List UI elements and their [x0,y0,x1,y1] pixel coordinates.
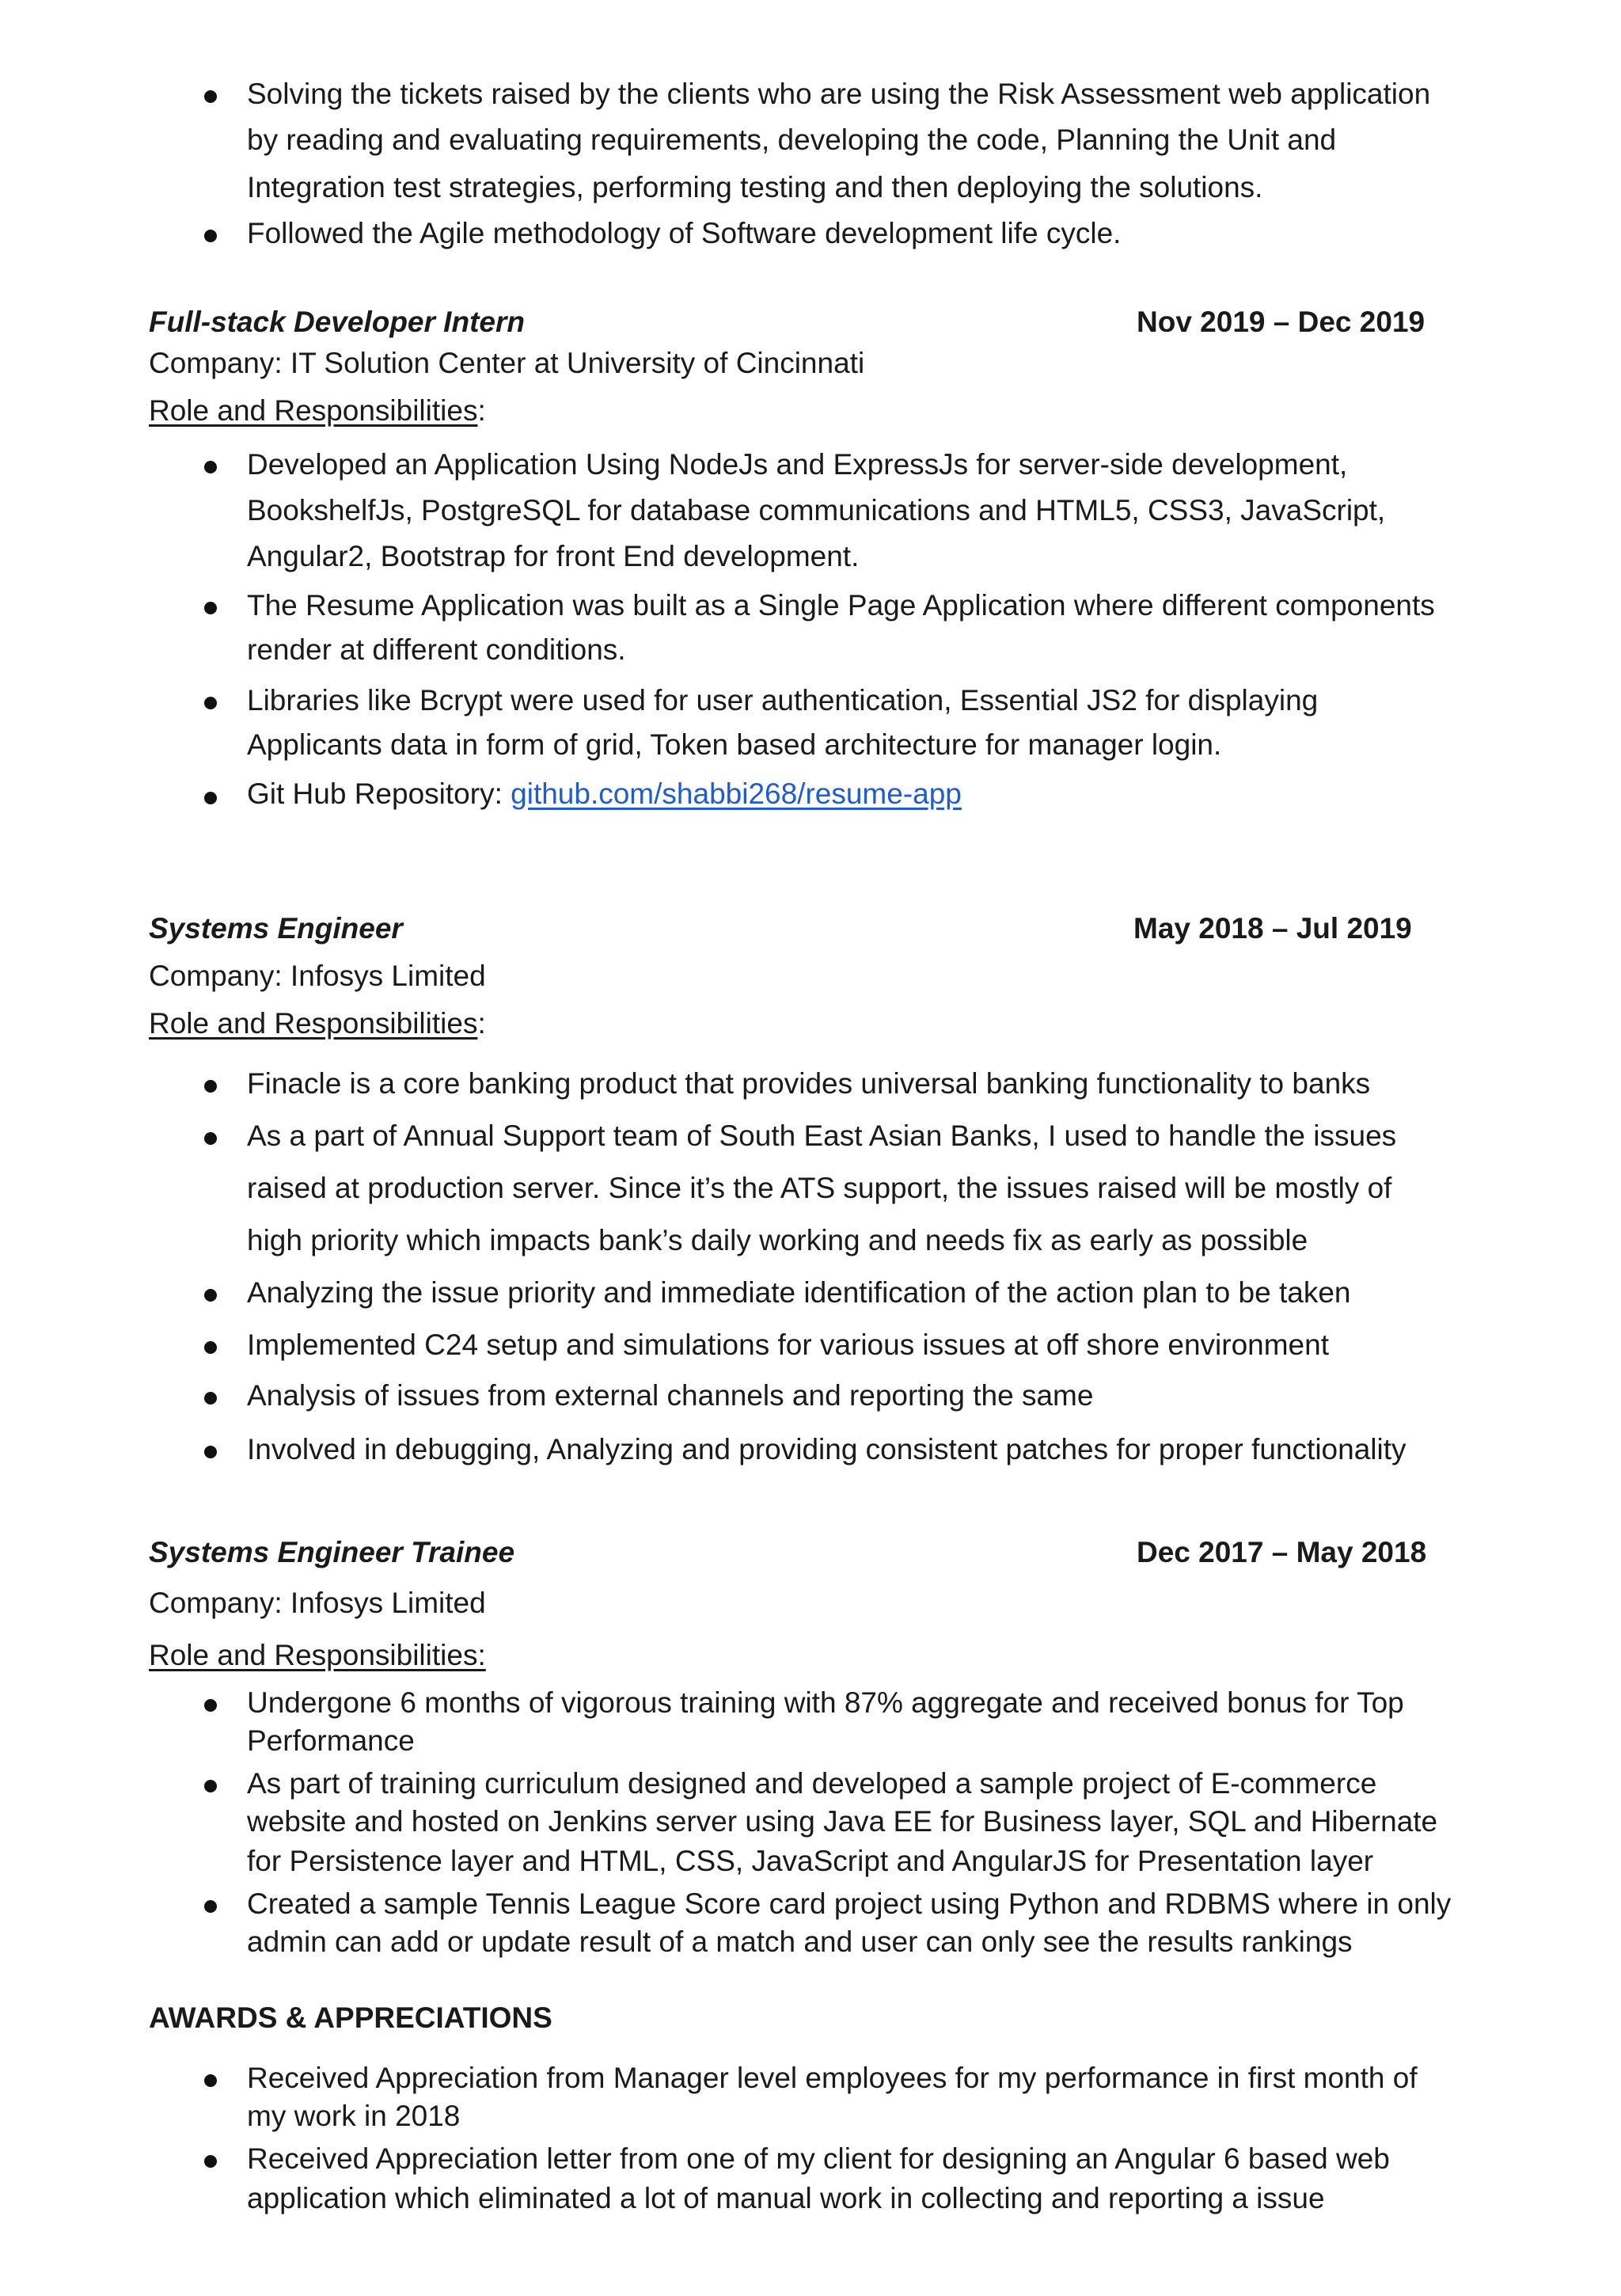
role-label: Role and Responsibilities: [149,394,486,427]
bullet-dot [204,1780,217,1792]
bullet-dot [204,792,217,804]
bullet-line: Libraries like Bcrypt were used for user authentication, Essential JS2 for displaying [247,684,1319,717]
role-label: Role and Responsibilities: [149,1639,486,1671]
bullet-dot [204,1289,217,1302]
job-dates: Nov 2019 – Dec 2019 [1137,306,1425,338]
company-line: Company: Infosys Limited [149,960,486,992]
bullet-dot [204,1699,217,1712]
bullet-line: admin can add or update result of a match and user can only see the results rankings [247,1925,1353,1958]
bullet-line: website and hosted on Jenkins server using Java EE for Business layer, SQL and Hibernate [247,1805,1438,1838]
bullet-line: Git Hub Repository: github.com/shabbi268/resume-app [247,777,962,810]
bullet-line: by reading and evaluating requirements, developing the code, Planning the Unit and [247,124,1337,156]
bullet-line: Followed the Agile methodology of Software development life cycle. [247,217,1122,249]
job-title: Systems Engineer Trainee [149,1536,515,1568]
bullet-line: As part of training curriculum designed and developed a sample project of E-commerce [247,1767,1377,1800]
awards-heading: AWARDS & APPRECIATIONS [149,2001,552,2034]
bullet-line: As a part of Annual Support team of South East Asian Banks, I used to handle the issues [247,1119,1397,1152]
bullet-dot [204,90,217,103]
bullet-dot [204,602,217,614]
bullet-line: Finacle is a core banking product that provides universal banking functionality to banks [247,1067,1371,1100]
company-line: Company: Infosys Limited [149,1587,486,1619]
bullet-line: BookshelfJs, PostgreSQL for database communications and HTML5, CSS3, JavaScript, [247,494,1386,526]
bullet-line: Involved in debugging, Analyzing and providing consistent patches for proper functionality [247,1433,1407,1465]
bullet-dot [204,1900,217,1913]
company-line: Company: IT Solution Center at University of Cincinnati [149,347,865,379]
bullet-line: The Resume Application was built as a Single Page Application where different components [247,589,1435,622]
bullet-line: for Persistence layer and HTML, CSS, JavaScript and AngularJS for Presentation layer [247,1845,1374,1877]
bullet-line: Analyzing the issue priority and immediate identification of the action plan to be taken [247,1276,1351,1309]
bullet-dot [204,2074,217,2087]
bullet-line: Analysis of issues from external channels and reporting the same [247,1379,1094,1412]
bullet-line: Developed an Application Using NodeJs and ExpressJs for server-side development, [247,448,1348,481]
job-dates: Dec 2017 – May 2018 [1137,1536,1427,1568]
bullet-dot [204,2155,217,2168]
bullet-line: Performance [247,1724,415,1757]
bullet-line: Created a sample Tennis League Score card project using Python and RDBMS where in only [247,1887,1452,1920]
bullet-line: raised at production server. Since it’s the ATS support, the issues raised will be mostly of [247,1172,1392,1204]
bullet-line: Applicants data in form of grid, Token based architecture for manager login. [247,728,1222,761]
role-label: Role and Responsibilities: [149,1007,486,1040]
bullet-dot [204,461,217,473]
bullet-line: Received Appreciation from Manager level employees for my performance in first month of [247,2062,1418,2094]
bullet-dot [204,230,217,242]
bullet-dot [204,1446,217,1458]
bullet-line: high priority which impacts bank’s daily working and needs fix as early as possible [247,1224,1308,1256]
bullet-line: my work in 2018 [247,2100,461,2132]
bullet-dot [204,697,217,709]
bullet-line: Undergone 6 months of vigorous training with 87% aggregate and received bonus for Top [247,1686,1404,1719]
bullet-line: Received Appreciation letter from one of my client for designing an Angular 6 based web [247,2142,1390,2175]
bullet-line: Implemented C24 setup and simulations for various issues at off shore environment [247,1329,1329,1361]
bullet-dot [204,1341,217,1354]
job-dates: May 2018 – Jul 2019 [1133,912,1412,945]
github-repo-link[interactable]: github.com/shabbi268/resume-app [511,777,962,810]
bullet-dot [204,1132,217,1145]
bullet-line: Integration test strategies, performing testing and then deploying the solutions. [247,171,1263,203]
bullet-line: render at different conditions. [247,633,626,666]
bullet-dot [204,1080,217,1093]
job-title: Systems Engineer [149,912,403,945]
bullet-dot [204,1392,217,1405]
bullet-line: Angular2, Bootstrap for front End development. [247,540,860,572]
bullet-line: Solving the tickets raised by the clients who are using the Risk Assessment web application [247,78,1431,110]
job-title: Full-stack Developer Intern [149,306,525,338]
bullet-line: application which eliminated a lot of manual work in collecting and reporting a issue [247,2182,1325,2214]
